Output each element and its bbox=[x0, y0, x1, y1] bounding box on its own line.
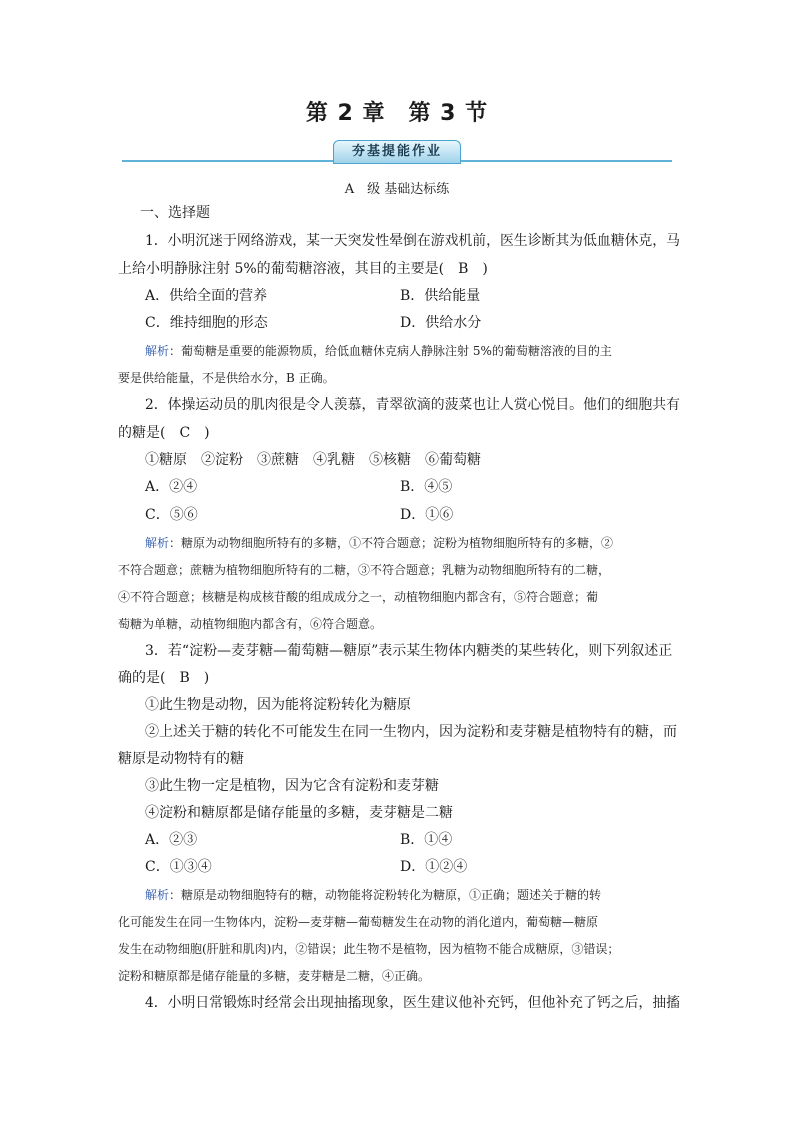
q1-option-b: B．供给能量 bbox=[400, 288, 481, 304]
q2-option-c: C．⑤⑥ bbox=[145, 507, 198, 523]
q3-explanation-line1: 解析：糖原是动物细胞特有的糖，动物能将淀粉转化为糖原，①正确；题述关于糖的转 bbox=[145, 888, 602, 902]
q1-explanation-line1: 解析：葡萄糖是重要的能源物质，给低血糖休克病人静脉注射 5%的葡萄糖溶液的目的主 bbox=[145, 344, 612, 358]
q2-explanation-label: 解析 bbox=[145, 536, 170, 550]
q3-statement-1: ①此生物是动物，因为能将淀粉转化为糖原 bbox=[145, 697, 411, 713]
q3-statement-2-line1: ②上述关于糖的转化不可能发生在同一生物内，因为淀粉和麦芽糖是植物特有的糖，而 bbox=[145, 724, 677, 740]
q3-option-d: D．①②④ bbox=[400, 859, 468, 875]
q1-option-c: C．维持细胞的形态 bbox=[145, 315, 268, 331]
q1-stem-line2: 上给小明静脉注射 5%的葡萄糖溶液，其目的主要是( B ) bbox=[118, 261, 488, 277]
q3-stem-line2: 确的是( B ) bbox=[118, 670, 210, 686]
section-heading: 一、选择题 bbox=[140, 205, 210, 221]
q3-explanation-line3: 发生在动物细胞(肝脏和肌肉)内，②错误；此生物不是植物，因为植物不能合成糖原，③错误； bbox=[118, 942, 620, 956]
q2-stem-line2: 的糖是( C ) bbox=[118, 425, 210, 441]
q3-option-b: B．①④ bbox=[400, 832, 453, 848]
q2-stem-line1: 2．体操运动员的肌肉很是令人羡慕，青翠欲滴的菠菜也让人赏心悦目。他们的细胞共有 bbox=[145, 397, 680, 413]
q2-explanation-line3: ④不符合题意；核糖是构成核苷酸的组成成分之一，动植物细胞内都含有，⑤符合题意；葡 bbox=[118, 590, 599, 604]
q3-stem-line1: 3．若“淀粉—麦芽糖—葡萄糖—糖原”表示某生物体内糖类的某些转化，则下列叙述正 bbox=[145, 643, 673, 659]
q1-option-d: D．供给水分 bbox=[400, 315, 482, 331]
q2-option-b: B．④⑤ bbox=[400, 479, 453, 495]
level-heading: A 级 基础达标练 bbox=[344, 182, 450, 197]
q3-option-c: C．①③④ bbox=[145, 859, 212, 875]
q2-items: ①糖原 ②淀粉 ③蔗糖 ④乳糖 ⑤核糖 ⑥葡萄糖 bbox=[145, 452, 481, 468]
q2-option-a: A．②④ bbox=[145, 479, 198, 495]
q3-option-a: A．②③ bbox=[145, 832, 198, 848]
q2-explanation-line2: 不符合题意；蔗糖为植物细胞所特有的二糖，③不符合题意；乳糖为动物细胞所特有的二糖， bbox=[118, 563, 611, 577]
q2-option-d: D．①⑥ bbox=[400, 507, 454, 523]
q1-option-a: A．供给全面的营养 bbox=[145, 288, 268, 304]
q3-explanation-label: 解析 bbox=[145, 888, 170, 902]
page-title: 第 2 章 第 3 节 bbox=[305, 101, 489, 126]
section-badge: 夯基提能作业 bbox=[333, 140, 461, 164]
q3-statement-4: ④淀粉和糖原都是储存能量的多糖，麦芽糖是二糖 bbox=[145, 805, 453, 821]
q3-explanation-line2: 化可能发生在同一生物体内，淀粉—麦芽糖—葡萄糖发生在动物的消化道内，葡萄糖—糖原 bbox=[118, 915, 599, 929]
q1-explanation-line2: 要是供给能量，不是供给水分，B 正确。 bbox=[118, 371, 335, 385]
q3-explanation-line4: 淀粉和糖原都是储存能量的多糖，麦芽糖是二糖，④正确。 bbox=[118, 969, 431, 983]
q1-explanation-label: 解析 bbox=[145, 344, 170, 358]
q2-explanation-line4: 萄糖为单糖，动植物细胞内都含有，⑥符合题意。 bbox=[118, 617, 383, 631]
q3-statement-2-line2: 糖原是动物特有的糖 bbox=[118, 751, 244, 767]
q3-statement-3: ③此生物一定是植物，因为它含有淀粉和麦芽糖 bbox=[145, 778, 439, 794]
q1-stem-line1: 1．小明沉迷于网络游戏，某一天突发性晕倒在游戏机前，医生诊断其为低血糖休克，马 bbox=[145, 233, 680, 249]
q2-explanation-line1: 解析：糖原为动物细胞所特有的多糖，①不符合题意；淀粉为植物细胞所特有的多糖，② bbox=[145, 536, 614, 550]
q4-stem-line1: 4．小明日常锻炼时经常会出现抽搐现象，医生建议他补充钙，但他补充了钙之后，抽搐 bbox=[145, 995, 680, 1011]
